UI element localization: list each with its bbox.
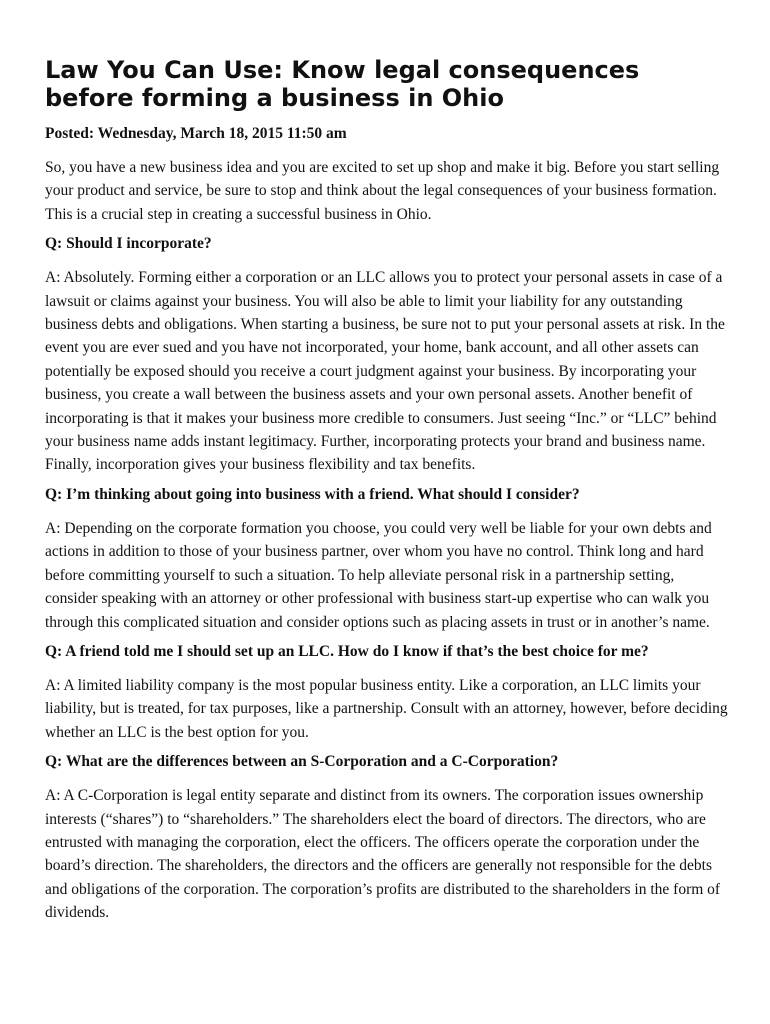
answer-2: A: Depending on the corporate formation you choose, you could very well be liable for your own debts and actions in addition to those of your business partner, over whom you have no control. Think long and hard before committing yourself to such a situation. To help alleviate personal risk in a partnership setting, consider speaking with an attorney or other professional with business start-up expertise who can walk you through this complicated situation and consider options such as placing assets in trust or in another’s name. (45, 519, 712, 631)
question-3: Q: A friend told me I should set up an LLC. How do I know if that’s the best choice for me? (45, 642, 649, 660)
answer-1: A: Absolutely. Forming either a corporation or an LLC allows you to protect your personal assets in case of a lawsuit or claims against your business. You will also be able to limit your liability for any outstanding business debts and obligations. When starting a business, be sure not to put your personal assets at risk. In the event you are ever sued and you have not incorporated, your home, bank account, and all other assets can potentially be exposed should you receive a court judgment against your business. By incorporating your business, you create a wall between the business assets and your own personal assets. Another benefit of incorporating is that it makes your business more credible to consumers. Just seeing “Inc.” or “LLC” behind your business name adds instant legitimacy. Further, incorporating protects your brand and business name. Finally, incorporation gives your business flexibility and tax benefits. (45, 269, 725, 474)
question-1: Q: Should I incorporate? (45, 235, 212, 253)
answer-3: A: A limited liability company is the most popular business entity. Like a corporation, an LLC limits your liability, but is treated, for tax purposes, like a partnership. Consult with an attorney, however, before deciding whether an LLC is the best option for you. (45, 676, 728, 741)
article (45, 56, 729, 933)
question-2: Q: I’m thinking about going into business with a friend. What should I consider? (45, 485, 580, 503)
intro-paragraph: So, you have a new business idea and you are excited to set up shop and make it big. Before you start selling your product and service, be sure to stop and think about the legal consequences of your business formation. This is a crucial step in creating a successful business in Ohio. (45, 159, 720, 223)
article-title: Law You Can Use: Know legal consequences before forming a business in Ohio (45, 56, 640, 112)
answer-4: A: A C-Corporation is legal entity separate and distinct from its owners. The corporation issues ownership interests (“shares”) to “shareholders.” The shareholders elect the board of directors. The directors, who are entrusted with managing the corporation, elect the officers. The officers operate the corporation under the board’s direction. The shareholders, the directors and the officers are generally not responsible for the debts and obligations of the corporation. The corporation’s profits are distributed to the shareholders in the form of dividends. (45, 787, 721, 922)
question-4: Q: What are the differences between an S-Corporation and a C-Corporation? (45, 753, 559, 771)
posted-date: Posted: Wednesday, March 18, 2015 11:50 am (45, 125, 347, 142)
